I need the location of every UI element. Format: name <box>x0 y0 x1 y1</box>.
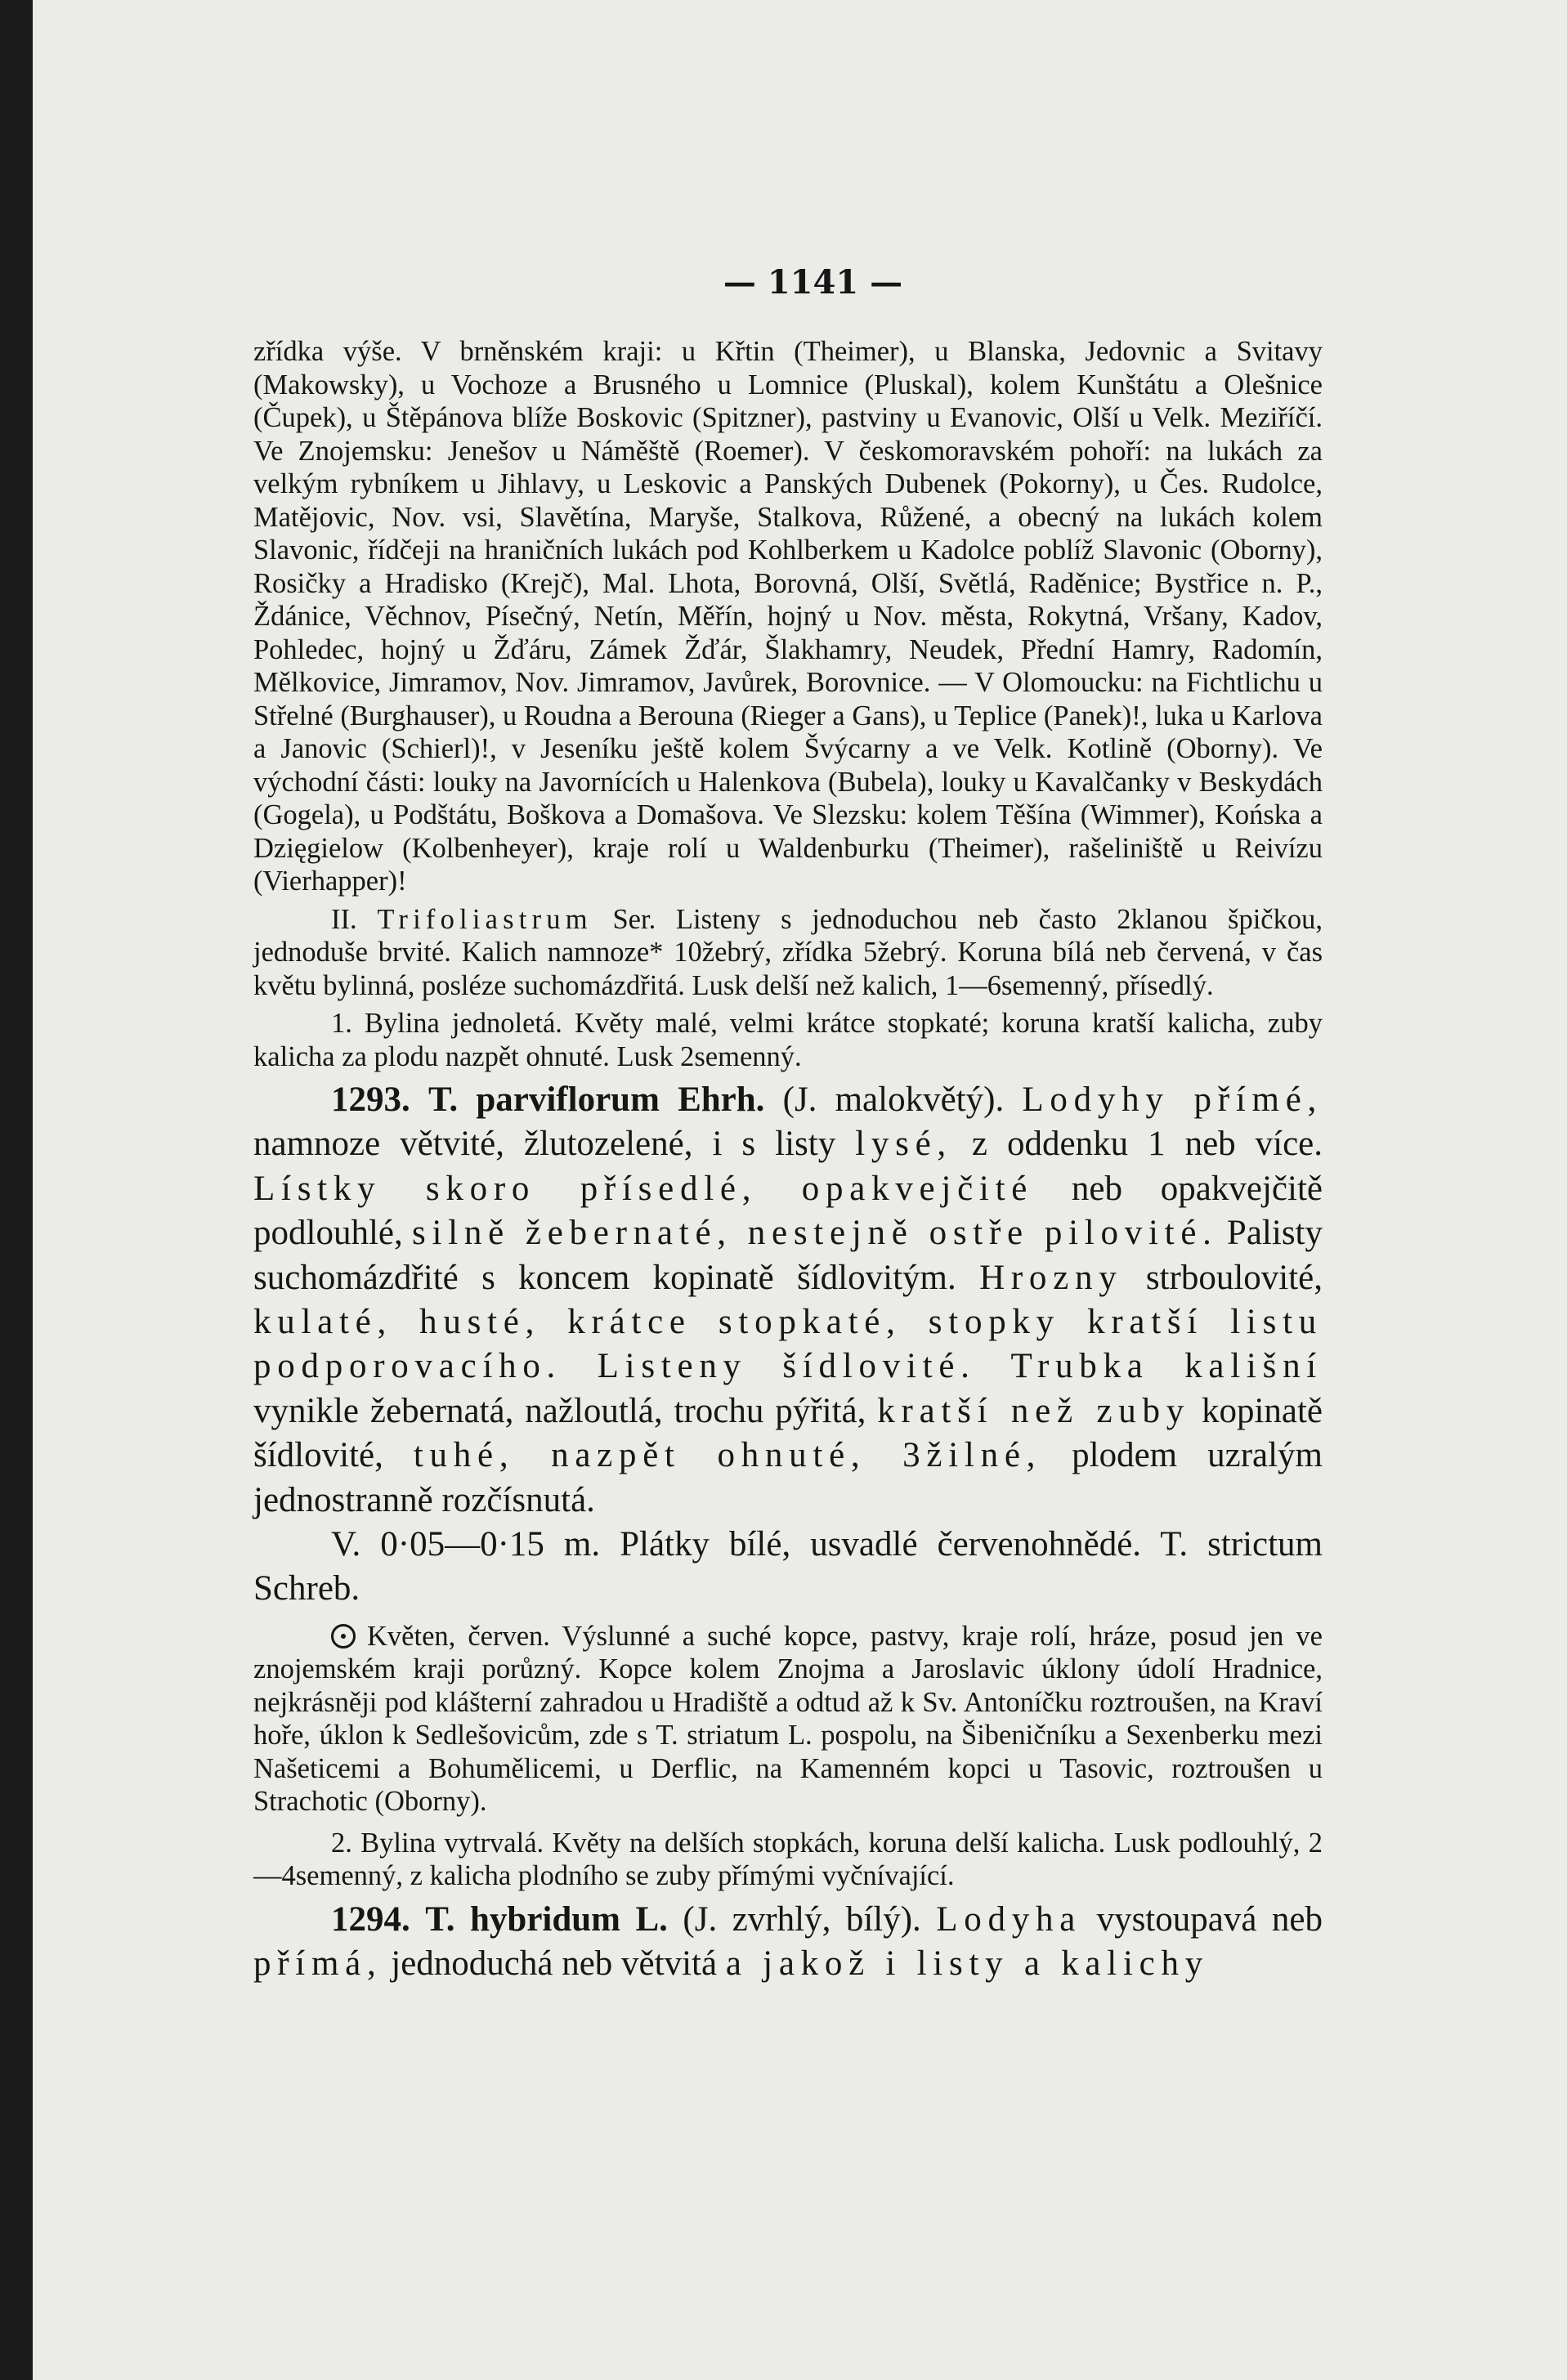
section-genus-name: Trifoliastrum <box>377 903 593 935</box>
page-content <box>253 335 1323 1987</box>
section-description: Ser. Listeny s jednoduchou neb často 2klanou špičkou, jednoduše brvité. Kalich namnoze* 10žebrý, zřídka 5žebrý. Koruna bílá neb červená, v čas květu bylinná, posléze suchomázdřitá. Lusk delší než kalich, 1—6semenný, přísedlý. <box>253 903 1323 1001</box>
book-page <box>33 0 1567 2380</box>
sun-annual-icon <box>331 1624 356 1649</box>
key-entry-2: 2. Bylina vytrvalá. Květy na delších stopkách, koruna delší kalicha. Lusk podlouhlý, 2—4semenný, z kalicha plodního se zuby přímými vyčnívající. <box>253 1827 1323 1892</box>
page-number: — 1141 — <box>723 263 903 302</box>
distribution-paragraph: zřídka výše. V brněnském kraji: u Křtin (Theimer), u Blanska, Jedovnic a Svitavy (Makowsky), u Vochoze a Brusného u Lomnice (Pluskal), kolem Kunštátu a Olešnice (Čupek), u Štěpánova blíže Boskovic (Spitzner), pastviny u Evanovic, Olší u Velk. Meziříčí. Ve Znojemsku: Jenešov u Náměště (Roemer). V českomoravském pohoří: na lukách za velkým rybníkem u Jihlavy, u Leskovic a Panských Dubenek (Pokorny), u Čes. Rudolce, Matějovic, Nov. vsi, Slavětína, Maryše, Stalkova, Růžené, a obecný na lukách kolem Slavonic, řídčeji na hraničních lukách pod Kohlberkem u Kadolce poblíž Slavonic (Oborny), Rosičky a Hradisko (Krejč), Mal. Lhota, Borovná, Olší, Světlá, Raděnice; Bystřice n. P., Ždánice, Věchnov, Písečný, Netín, Měřín, hojný u Nov. města, Rokytná, Vršany, Kadov, Pohledec, hojný u Žďáru, Zámek Žďár, Šlakhamry, Neudek, Přední Hamry, Radomín, Mělkovice, Jimramov, Nov. Jimramov, Javůrek, Borovnice. — V Olomoucku: na Fichtlichu u Střelné (Burghauser), u Roudna a Berouna (Rieger a Gans), u Teplice (Panek)!, luka u Karlova a Janovic (Schierl)!, v Jeseníku ještě kolem Švýcarny a ve Velk. Kotlině (Oborny). Ve východní části: louky na Javornících u Halenkova (Bubela), louky u Kavalčanky v Beskydách (Gogela), u Podštátu, Boškova a Domašova. Ve Slezsku: kolem Těšína (Wimmer), Końska a Dzięgielow (Kolbenheyer), kraje rolí u Waldenburku (Theimer), rašeliniště u Reivízu (Vierhapper)! <box>253 336 1323 897</box>
species-1294-description: 1294. T. hybridum L. (J. zvrhlý, bílý). Lodyha vystoupavá neb přímá, jednoduchá neb větvitá a jakož i listy a kalichy <box>253 1899 1323 1984</box>
species-1293-habitat: Květen, červen. Výslunné a suché kopce, pastvy, kraje rolí, hráze, posud jen ve znojemském kraji porůzný. Kopce kolem Znojma a Jaroslavic úklony údolí Hradnice, nejkrásněji pod klášterní zahradou u Hradiště a odtud až k Sv. Antoníčku roztroušen, na Kraví hoře, úklon k Sedlešovicům, zde s T. striatum L. pospolu, na Šibeničníku a Sexenberku mezi Našeticemi a Bohumělicemi, u Derflic, na Kamenném kopci u Tasovic, roztroušen u Strachotic (Oborny). <box>253 1620 1323 1818</box>
species-name: T. parviflorum Ehrh. <box>428 1080 765 1119</box>
species-name: T. hybridum L. <box>425 1899 668 1939</box>
species-1293-size: V. 0·05—0·15 m. Plátky bílé, usvadlé červenohnědé. T. strictum Schreb. <box>253 1525 1323 1608</box>
species-number: 1294. <box>331 1899 410 1939</box>
species-common-name: (J. zvrhlý, bílý). <box>683 1899 921 1939</box>
section-numeral: II. <box>331 903 357 935</box>
key-entry-1: 1. Bylina jednoletá. Květy malé, velmi krátce stopkaté; koruna kratší kalicha, zuby kalicha za plodu nazpět ohnuté. Lusk 2semenný. <box>253 1008 1323 1072</box>
species-common-name: (J. malokvětý). <box>782 1080 1005 1119</box>
section-trifoliastrum <box>253 903 1323 1003</box>
species-number: 1293. <box>331 1080 410 1119</box>
species-1293-description: 1293. T. parviflorum Ehrh. (J. malokvětý). Lodyhy přímé, namnoze větvité, žlutozelené, i s listy lysé, z oddenku 1 neb více. Lístky skoro přísedlé, opakvejčité neb opakvejčitě podlouhlé, silně žebernaté, nestejně ostře pilovité. Palisty suchomázdřité s koncem kopinatě šídlovitým. Hrozny strboulovité, kulaté, husté, krátce stopkaté, stopky kratší listu podporovacího. Listeny šídlovité. Trubka kališní vynikle žebernatá, nažloutlá, trochu pýřitá, kratší než zuby kopinatě šídlovité, tuhé, nazpět ohnuté, 3žilné, plodem uzralým jednostranně rozčísnutá. <box>253 1080 1323 1519</box>
